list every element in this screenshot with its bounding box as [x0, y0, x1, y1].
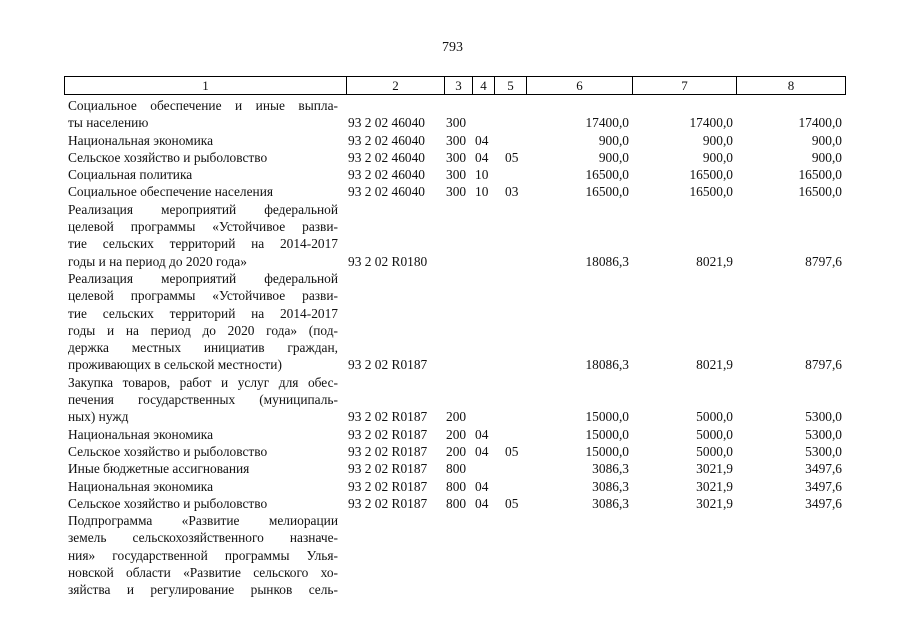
row-amount-col6: 900,0	[598, 132, 629, 148]
table-row	[0, 374, 905, 391]
row-amount-col8: 5300,0	[805, 426, 842, 442]
row-amount-col8: 8797,6	[805, 357, 842, 373]
column-header-5: 5	[495, 77, 527, 94]
row-subsection: 05	[505, 443, 519, 459]
row-amount-col7: 900,0	[702, 149, 733, 165]
table-row	[0, 460, 905, 477]
row-target-code: 93 2 02 R0187	[348, 357, 428, 373]
row-amount-col6: 16500,0	[585, 184, 629, 200]
row-expense-type: 300	[446, 167, 467, 183]
row-amount-col8: 3497,6	[805, 495, 842, 511]
row-description: Реализация мероприятий федеральной	[68, 201, 338, 217]
row-subsection: 05	[505, 149, 519, 165]
row-description: зяйства и регулирование рынков сель-	[68, 582, 338, 598]
table-row	[0, 564, 905, 581]
table-row	[0, 201, 905, 218]
row-amount-col6: 17400,0	[585, 115, 629, 131]
row-amount-col6: 3086,3	[592, 478, 629, 494]
row-amount-col8: 8797,6	[805, 253, 842, 269]
row-amount-col7: 3021,9	[696, 478, 733, 494]
row-description: тие сельских территорий на 2014-2017	[68, 236, 338, 252]
row-target-code: 93 2 02 46040	[348, 149, 425, 165]
row-amount-col7: 5000,0	[696, 426, 733, 442]
row-amount-col7: 3021,9	[696, 495, 733, 511]
table-row	[0, 529, 905, 546]
row-amount-col8: 16500,0	[798, 184, 842, 200]
row-section: 10	[475, 167, 489, 183]
table-row	[0, 114, 905, 131]
table-header-row	[64, 76, 846, 95]
row-description: печения государственных (муниципаль-	[68, 392, 338, 408]
row-target-code: 93 2 02 R0187	[348, 409, 428, 425]
row-description: Национальная экономика	[68, 478, 214, 494]
page-number: 793	[442, 40, 463, 55]
row-description: Сельское хозяйство и рыболовство	[68, 149, 268, 165]
row-expense-type: 300	[446, 115, 467, 131]
row-description: ных) нужд	[68, 409, 129, 425]
table-row	[0, 305, 905, 322]
row-amount-col7: 900,0	[702, 132, 733, 148]
table-row	[0, 322, 905, 339]
table-row	[0, 218, 905, 235]
row-description: ния» государственной программы Улья-	[68, 547, 338, 563]
table-row	[0, 391, 905, 408]
column-header-7: 7	[633, 77, 737, 94]
row-section: 04	[475, 149, 489, 165]
row-target-code: 93 2 02 R0180	[348, 253, 428, 269]
row-description: Сельское хозяйство и рыболовство	[68, 495, 268, 511]
row-target-code: 93 2 02 R0187	[348, 461, 428, 477]
table-row	[0, 132, 905, 149]
row-expense-type: 200	[446, 426, 467, 442]
row-target-code: 93 2 02 46040	[348, 167, 425, 183]
row-expense-type: 300	[446, 184, 467, 200]
column-header-8: 8	[787, 78, 795, 93]
row-amount-col6: 3086,3	[592, 461, 629, 477]
row-target-code: 93 2 02 46040	[348, 132, 425, 148]
row-description: Социальное обеспечение населения	[68, 184, 274, 200]
table-row	[0, 97, 905, 114]
row-target-code: 93 2 02 R0187	[348, 443, 428, 459]
row-description: Реализация мероприятий федеральной	[68, 270, 338, 286]
column-header-4: 4	[473, 77, 495, 94]
row-target-code: 93 2 02 R0187	[348, 478, 428, 494]
table-body	[0, 97, 905, 599]
table-row	[0, 287, 905, 304]
row-expense-type: 300	[446, 149, 467, 165]
table-row	[0, 547, 905, 564]
table-row	[0, 443, 905, 460]
table-row	[0, 512, 905, 529]
column-header-6: 6	[527, 77, 633, 94]
row-amount-col8: 900,0	[811, 132, 842, 148]
table-row	[0, 426, 905, 443]
row-amount-col8: 3497,6	[805, 461, 842, 477]
row-description: Социальная политика	[68, 167, 193, 183]
row-description: земель сельскохозяйственного назначе-	[68, 530, 338, 546]
row-subsection: 05	[505, 495, 519, 511]
table-row	[0, 408, 905, 425]
row-target-code: 93 2 02 46040	[348, 115, 425, 131]
row-description: Подпрограмма «Развитие мелиорации	[68, 513, 338, 529]
row-amount-col6: 900,0	[598, 149, 629, 165]
row-amount-col8: 3497,6	[805, 478, 842, 494]
column-header-2: 2	[347, 77, 445, 94]
row-amount-col6: 15000,0	[585, 426, 629, 442]
row-amount-col8: 17400,0	[798, 115, 842, 131]
row-expense-type: 800	[446, 478, 467, 494]
row-target-code: 93 2 02 R0187	[348, 495, 428, 511]
row-expense-type: 300	[446, 132, 467, 148]
row-amount-col6: 15000,0	[585, 443, 629, 459]
row-description: Социальное обеспечение и иные выпла-	[68, 98, 338, 113]
row-description: Закупка товаров, работ и услуг для обес-	[68, 374, 338, 390]
row-description: держка местных инициатив граждан,	[68, 340, 338, 356]
row-amount-col8: 5300,0	[805, 443, 842, 459]
row-expense-type: 200	[446, 409, 467, 425]
row-description: Сельское хозяйство и рыболовство	[68, 443, 268, 459]
row-amount-col6: 15000,0	[585, 409, 629, 425]
table-row	[0, 339, 905, 356]
row-amount-col7: 8021,9	[696, 357, 733, 373]
table-row	[0, 166, 905, 183]
row-amount-col6: 16500,0	[585, 167, 629, 183]
row-amount-col6: 18086,3	[585, 253, 629, 269]
row-subsection: 03	[505, 184, 519, 200]
row-amount-col7: 16500,0	[689, 167, 733, 183]
table-row	[0, 270, 905, 287]
row-description: новской области «Развитие сельского хо-	[68, 565, 338, 581]
row-amount-col8: 16500,0	[798, 167, 842, 183]
row-description: целевой программы «Устойчивое разви-	[68, 219, 338, 235]
row-expense-type: 800	[446, 461, 467, 477]
row-description: проживающих в сельской местности)	[68, 357, 282, 373]
row-description: Национальная экономика	[68, 132, 214, 148]
row-section: 04	[475, 443, 489, 459]
row-amount-col8: 5300,0	[805, 409, 842, 425]
row-amount-col7: 17400,0	[689, 115, 733, 131]
table-row	[0, 581, 905, 598]
row-section: 04	[475, 132, 489, 148]
row-description: Национальная экономика	[68, 426, 214, 442]
row-target-code: 93 2 02 46040	[348, 184, 425, 200]
row-description: годы и на период до 2020 года»	[68, 253, 247, 269]
table-row	[0, 183, 905, 200]
row-amount-col7: 8021,9	[696, 253, 733, 269]
row-description: целевой программы «Устойчивое разви-	[68, 288, 338, 304]
row-section: 04	[475, 478, 489, 494]
column-header-3: 3	[445, 77, 473, 94]
row-section: 10	[475, 184, 489, 200]
table-row	[0, 253, 905, 270]
row-description: тие сельских территорий на 2014-2017	[68, 305, 338, 321]
table-row	[0, 495, 905, 512]
row-amount-col6: 3086,3	[592, 495, 629, 511]
row-amount-col7: 3021,9	[696, 461, 733, 477]
row-section: 04	[475, 495, 489, 511]
table-row	[0, 149, 905, 166]
row-expense-type: 200	[446, 443, 467, 459]
row-amount-col8: 900,0	[811, 149, 842, 165]
row-description: ты населению	[68, 115, 149, 131]
row-description: Иные бюджетные ассигнования	[68, 461, 250, 477]
row-target-code: 93 2 02 R0187	[348, 426, 428, 442]
row-amount-col7: 5000,0	[696, 409, 733, 425]
table-row	[0, 356, 905, 373]
row-amount-col6: 18086,3	[585, 357, 629, 373]
row-description: годы и на период до 2020 года» (под-	[68, 322, 338, 338]
row-amount-col7: 16500,0	[689, 184, 733, 200]
column-header-1: 1	[65, 77, 347, 94]
row-section: 04	[475, 426, 489, 442]
table-row	[0, 478, 905, 495]
row-amount-col7: 5000,0	[696, 443, 733, 459]
row-expense-type: 800	[446, 495, 467, 511]
table-row	[0, 235, 905, 252]
